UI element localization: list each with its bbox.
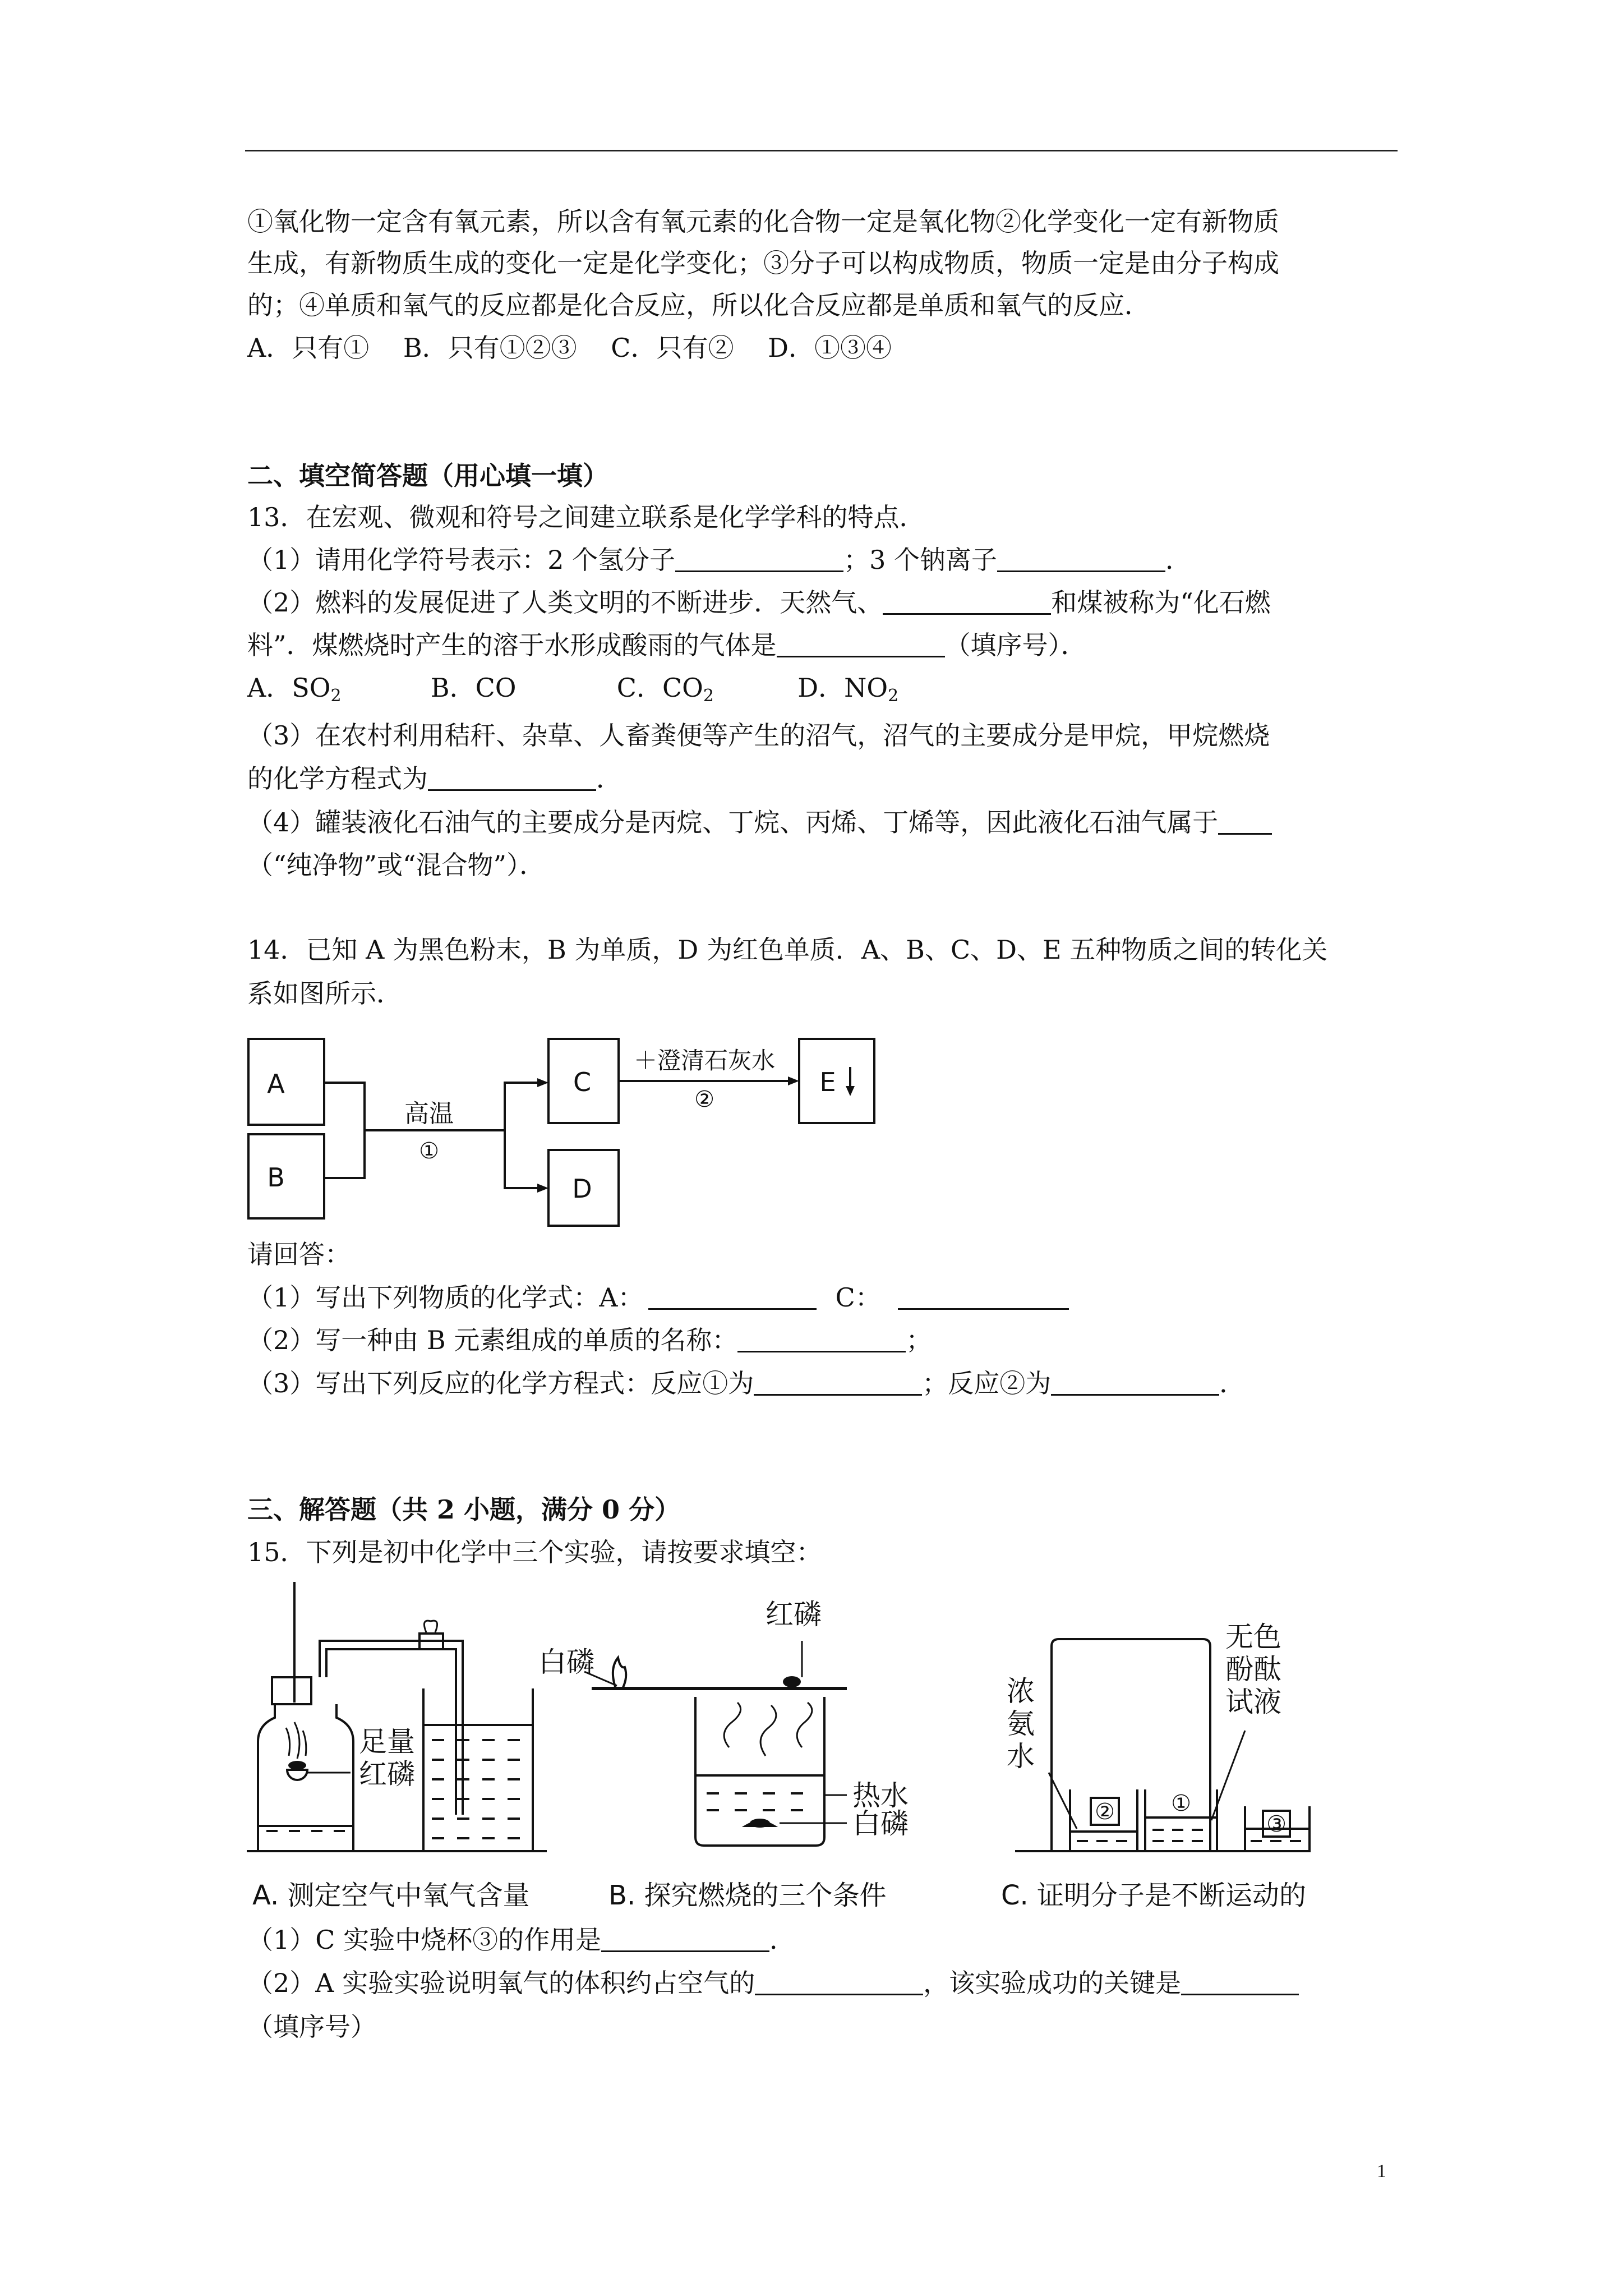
q15-p2-text-a: （2）A 实验实验说明氧气的体积约占空气的 bbox=[247, 1968, 755, 1998]
q14-p1-text-b: C： bbox=[835, 1282, 881, 1313]
box-b bbox=[248, 1134, 324, 1218]
answer-blank[interactable] bbox=[737, 1328, 906, 1352]
q12-line-1: ①氧化物一定含有氧元素，所以含有氧元素的化合物一定是氧化物②化学变化一定有新物质 bbox=[247, 206, 1279, 237]
water-dash bbox=[791, 1792, 803, 1795]
phenolphthalein-label-line bbox=[1211, 1731, 1245, 1820]
box-a bbox=[248, 1039, 324, 1125]
option-a-subscript: 2 bbox=[330, 686, 342, 706]
q15-stem: 15．下列是初中化学中三个实验，请按要求填空： bbox=[247, 1537, 822, 1567]
q13-p2-text-c: 料”．煤燃烧时产生的溶于水形成酸雨的气体是 bbox=[247, 630, 777, 660]
q12-line-3: 的；④单质和氧气的反应都是化合反应，所以化合反应都是单质和氧气的反应． bbox=[247, 290, 1150, 320]
option-c-subscript: 2 bbox=[703, 686, 714, 706]
q13-p3-text-b: 的化学方程式为 bbox=[247, 763, 428, 794]
q13-options bbox=[247, 675, 898, 705]
beaker-1-number: ① bbox=[1171, 1791, 1191, 1816]
water-dash bbox=[457, 1837, 469, 1839]
q13-part-1 bbox=[247, 547, 1191, 573]
box-b-label: B bbox=[267, 1162, 285, 1193]
q13-stem: 13．在宏观、微观和符号之间建立联系是化学学科的特点． bbox=[247, 502, 925, 532]
beaker-3-number: ③ bbox=[1266, 1811, 1287, 1837]
liquid-dash bbox=[1096, 1840, 1108, 1842]
q13-p1-text-a: （1）请用化学符号表示：2 个氢分子 bbox=[247, 545, 676, 575]
option-a-text: A．SO bbox=[247, 673, 331, 703]
water-dash bbox=[707, 1792, 719, 1795]
arrow-to-c-head bbox=[537, 1078, 548, 1087]
water-dash bbox=[482, 1818, 495, 1820]
water-dash bbox=[482, 1837, 495, 1839]
water-dash bbox=[482, 1798, 495, 1800]
label-phenolphthalein-3: 试液 bbox=[1225, 1686, 1281, 1718]
section-2-title: 二、填空简答题（用心填一填） bbox=[247, 461, 608, 491]
box-e-label: E bbox=[819, 1067, 836, 1097]
q13-p2-text-b: 和煤被称为“化石燃 bbox=[1051, 587, 1271, 618]
label-white-phosphorus-top: 白磷 bbox=[538, 1646, 594, 1678]
water-dash bbox=[508, 1798, 520, 1800]
liquid-dash bbox=[1172, 1829, 1183, 1831]
answer-blank[interactable] bbox=[898, 1286, 1069, 1310]
label-sufficient: 足量 bbox=[359, 1726, 415, 1758]
answer-blank[interactable] bbox=[755, 1971, 923, 1995]
q13-part-4-line-1 bbox=[247, 807, 1272, 838]
answer-blank[interactable] bbox=[1051, 1372, 1219, 1396]
gas-jar bbox=[258, 1704, 353, 1851]
beaker-2-number: ② bbox=[1095, 1799, 1115, 1825]
arrow-to-d-head bbox=[537, 1184, 548, 1193]
answer-blank[interactable] bbox=[648, 1286, 817, 1310]
q14-p3-text-a: （3）写出下列反应的化学方程式：反应①为 bbox=[247, 1368, 754, 1398]
q14-part-3 bbox=[247, 1370, 1245, 1396]
answer-blank[interactable] bbox=[601, 1928, 769, 1952]
label-red-phosphorus-b: 红磷 bbox=[766, 1598, 822, 1631]
steam bbox=[724, 1703, 812, 1756]
water-dash bbox=[763, 1792, 775, 1795]
q15-part-2 bbox=[247, 1970, 1299, 1996]
q14-stem-line-2: 系如图所示． bbox=[247, 978, 402, 1009]
water-dash bbox=[457, 1818, 469, 1820]
answer-blank[interactable] bbox=[675, 548, 843, 572]
combustion-spoon bbox=[287, 1770, 307, 1780]
q14-p3-end: ． bbox=[1219, 1368, 1246, 1398]
water-dash bbox=[791, 1809, 803, 1811]
q12-options: A．只有① B．只有①②③ C．只有② D．①③④ bbox=[247, 333, 892, 363]
liquid-dash bbox=[1172, 1840, 1183, 1842]
water-dash bbox=[457, 1759, 469, 1761]
liquid-dash bbox=[1290, 1840, 1301, 1842]
condition-2-number: ② bbox=[694, 1087, 714, 1112]
q15-p2-text-b: ，该实验成功的关键是 bbox=[923, 1968, 1182, 1998]
answer-blank[interactable] bbox=[1218, 811, 1272, 835]
arrow-to-e-head bbox=[788, 1076, 799, 1085]
water-dash bbox=[735, 1809, 747, 1811]
section-3-title: 三、解答题（共 2 小题，满分 0 分） bbox=[247, 1494, 681, 1525]
label-red-phosphorus-a: 红磷 bbox=[359, 1758, 415, 1791]
option-d-text: D．NO bbox=[797, 673, 888, 703]
bracket-cd bbox=[505, 1083, 544, 1188]
q13-part-3-line-1: （3）在农村利用秸秆、杂草、人畜粪便等产生的沼气，沼气的主要成分是甲烷，甲烷燃烧 bbox=[247, 720, 1270, 751]
water-dash bbox=[432, 1759, 444, 1761]
q14-ask: 请回答： bbox=[247, 1239, 351, 1269]
water-dash bbox=[763, 1809, 775, 1811]
label-phenolphthalein-2: 酚酞 bbox=[1225, 1653, 1281, 1686]
jar-water-dash bbox=[266, 1830, 278, 1832]
large-beaker bbox=[1052, 1639, 1210, 1851]
q14-part-1 bbox=[247, 1282, 1069, 1313]
box-e bbox=[799, 1039, 874, 1123]
liquid-dash bbox=[1192, 1840, 1203, 1842]
water-dash bbox=[432, 1837, 444, 1839]
header-rule bbox=[245, 150, 1398, 151]
q13-p1-end: ． bbox=[1165, 545, 1192, 575]
label-white-phosphorus-bottom: 白磷 bbox=[852, 1807, 909, 1840]
q13-p1-text-b: ；3 个钠离子 bbox=[843, 545, 998, 575]
caption-b: B. 探究燃烧的三个条件 bbox=[608, 1880, 887, 1911]
q14-part-2 bbox=[247, 1327, 932, 1353]
water-dash bbox=[482, 1778, 495, 1780]
label-ammonia-1: 浓 bbox=[1007, 1675, 1035, 1708]
box-c-label: C bbox=[573, 1067, 592, 1097]
answer-blank[interactable] bbox=[428, 767, 596, 791]
liquid-dash bbox=[1152, 1840, 1164, 1842]
q13-p2-text-a: （2）燃料的发展促进了人类文明的不断进步．天然气、 bbox=[247, 587, 883, 618]
label-ammonia-2: 氨 bbox=[1007, 1708, 1035, 1740]
water-dash bbox=[457, 1798, 469, 1800]
q13-option-d bbox=[797, 673, 899, 706]
q15-p1-end: ． bbox=[769, 1925, 796, 1955]
q15-p1-text-a: （1）C 实验中烧杯③的作用是 bbox=[247, 1925, 602, 1955]
water-dash bbox=[482, 1759, 495, 1761]
liquid-dash bbox=[1152, 1829, 1164, 1831]
caption-c: C. 证明分子是不断运动的 bbox=[1001, 1880, 1307, 1911]
liquid-dash bbox=[1251, 1840, 1262, 1842]
label-phenolphthalein-1: 无色 bbox=[1225, 1621, 1281, 1653]
q13-part-2-line-2 bbox=[247, 632, 1087, 658]
jar-water-dash bbox=[311, 1830, 322, 1832]
water-dash bbox=[508, 1818, 520, 1820]
water-dash bbox=[508, 1759, 520, 1761]
option-c-text: C．CO bbox=[616, 673, 703, 703]
q14-stem-line-1: 14．已知 A 为黑色粉末，B 为单质，D 为红色单质．A、B、C、D、E 五种物质之间的转化关 bbox=[247, 935, 1328, 965]
water-dash bbox=[508, 1837, 520, 1839]
answer-blank[interactable] bbox=[1181, 1971, 1299, 1995]
q15-experiment-figure bbox=[241, 1571, 1352, 1918]
q14-p1-text-a: （1）写出下列物质的化学式：A： bbox=[247, 1282, 644, 1313]
water-dash bbox=[457, 1739, 469, 1741]
condition-1-label: 高温 bbox=[404, 1099, 454, 1128]
q13-option-b: B．CO bbox=[430, 673, 517, 703]
box-a-label: A bbox=[267, 1069, 285, 1099]
q13-option-c bbox=[616, 673, 714, 706]
q14-p2-end: ； bbox=[906, 1325, 932, 1355]
white-phosphorus-lump bbox=[750, 1819, 770, 1828]
q15-part-2-note: （填序号） bbox=[247, 2012, 376, 2042]
liquid-dash bbox=[1077, 1840, 1088, 1842]
q13-part-2-line-1 bbox=[247, 587, 1271, 618]
water-dash bbox=[508, 1739, 520, 1741]
q13-part-3-line-2 bbox=[247, 763, 622, 794]
water-dash bbox=[457, 1778, 469, 1780]
liquid-dash bbox=[1116, 1840, 1127, 1842]
liquid-dash bbox=[1270, 1840, 1281, 1842]
water-dash bbox=[432, 1739, 444, 1741]
water-dash bbox=[432, 1818, 444, 1820]
jar-water-dash bbox=[334, 1830, 345, 1832]
q13-p2-text-d: （填序号）． bbox=[944, 630, 1087, 660]
water-dash bbox=[508, 1778, 520, 1780]
water-dash bbox=[482, 1739, 495, 1741]
water-dash bbox=[432, 1798, 444, 1800]
beaker-a bbox=[423, 1688, 533, 1851]
jar-water-dash bbox=[289, 1830, 300, 1832]
water-dash bbox=[707, 1809, 719, 1811]
clamp-handle bbox=[424, 1621, 437, 1632]
condition-1-number: ① bbox=[419, 1138, 439, 1164]
page-number: 1 bbox=[1377, 2161, 1386, 2182]
caption-a: A. 测定空气中氧气含量 bbox=[252, 1880, 530, 1911]
red-phosphorus-lump bbox=[783, 1676, 801, 1687]
q14-p2-text-a: （2）写一种由 B 元素组成的单质的名称： bbox=[247, 1325, 738, 1355]
option-d-subscript: 2 bbox=[888, 686, 899, 706]
q14-transformation-diagram bbox=[241, 1027, 942, 1262]
answer-blank[interactable] bbox=[777, 633, 945, 657]
liquid-dash bbox=[1192, 1829, 1203, 1831]
q13-option-a bbox=[247, 673, 342, 706]
q14-p3-text-b: ；反应②为 bbox=[922, 1368, 1052, 1398]
q13-p3-end: ． bbox=[596, 763, 622, 794]
flame bbox=[613, 1658, 626, 1688]
q15-part-1 bbox=[247, 1927, 795, 1953]
smoke bbox=[286, 1722, 306, 1759]
q13-part-4-line-2: （“纯净物”或“混合物”）． bbox=[247, 850, 546, 880]
label-ammonia-3: 水 bbox=[1007, 1740, 1035, 1773]
answer-blank[interactable] bbox=[883, 591, 1051, 615]
answer-blank[interactable] bbox=[997, 548, 1165, 572]
precipitate-arrow-head bbox=[846, 1086, 855, 1096]
q12-line-2: 生成，有新物质生成的变化一定是化学变化；③分子可以构成物质，物质一定是由分子构成 bbox=[247, 248, 1279, 278]
bracket-ab bbox=[324, 1083, 365, 1178]
ammonia-label-line bbox=[1049, 1773, 1077, 1829]
water-dash bbox=[432, 1778, 444, 1780]
label-hot-water: 热水 bbox=[852, 1779, 909, 1812]
answer-blank[interactable] bbox=[754, 1372, 922, 1396]
q13-p4-text-a: （4）罐装液化石油气的主要成分是丙烷、丁烷、丙烯、丁烯等，因此液化石油气属于 bbox=[247, 807, 1219, 838]
stopper bbox=[272, 1677, 311, 1704]
red-phosphorus-in-spoon bbox=[288, 1761, 306, 1770]
water-dash bbox=[735, 1792, 747, 1795]
condition-2-label: ＋澄清石灰水 bbox=[633, 1047, 776, 1074]
box-d-label: D bbox=[572, 1174, 592, 1204]
